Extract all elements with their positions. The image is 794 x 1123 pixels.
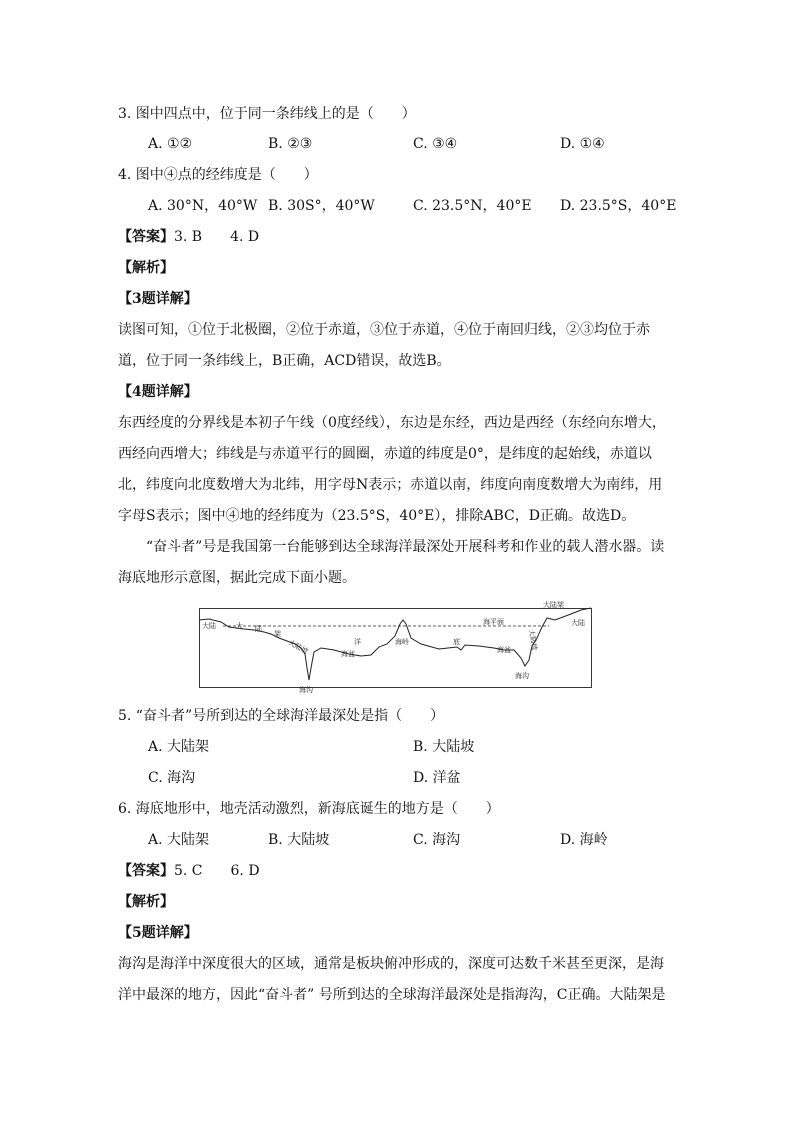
- seafloor-diagram: [199, 600, 594, 696]
- analysis-heading-2: 【解析】: [118, 894, 174, 910]
- label-mainland-left: 大陆: [202, 622, 216, 630]
- analysis-heading-1: 【解析】: [118, 260, 174, 276]
- detail-3-line: 读图可知，①位于北极圈，②位于赤道，③位于赤道，④位于南回归线，②③均位于赤: [118, 322, 650, 338]
- answer-label: 【答案】: [118, 863, 174, 879]
- detail-4-text: [118, 408, 678, 532]
- q4-option-c: C. 23.5°N，40°E: [413, 198, 532, 214]
- detail-3-heading: 【3题详解】: [118, 291, 198, 307]
- q6-option-a: A. 大陆架: [148, 832, 210, 848]
- detail-3-text: [118, 315, 678, 377]
- question-4-stem: 4. 图中④点的经纬度是（ ）: [118, 167, 318, 183]
- q4-option-a: A. 30°N，40°W: [148, 198, 258, 214]
- q3-option-a: A. ①②: [148, 136, 193, 152]
- q3-option-b: B. ②③: [268, 136, 313, 152]
- label-shelf-right: 大陆架: [543, 601, 564, 609]
- question-3-stem: 3. 图中四点中，位于同一条纬线上的是（ ）: [118, 106, 416, 122]
- answer-line-1: [118, 227, 259, 247]
- detail-4-line: 字母S表示；图中④地的经纬度为（23.5°S，40°E），排除ABC，D正确。故选D。: [118, 508, 636, 524]
- label-mainland-right: 大陆: [571, 619, 585, 627]
- label-ridge: 海岭: [395, 638, 409, 646]
- label-shelf-left-2: 陆: [255, 625, 262, 633]
- q5-option-d: D. 洋盆: [413, 770, 461, 786]
- detail-4-line: 东西经度的分界线是本初子午线（0度经线），东边是东经，西边是西经（东经向东增大，: [118, 415, 666, 431]
- label-sea-level: 海平面: [483, 618, 504, 626]
- detail-5-text: [118, 949, 678, 1011]
- q6-option-b: B. 大陆坡: [268, 832, 330, 848]
- answer-label: 【答案】: [118, 229, 174, 245]
- q5-option-b: B. 大陆坡: [413, 739, 475, 755]
- answer-text: 5. C 6. D: [174, 863, 260, 879]
- label-trench-right: 海沟: [515, 672, 529, 680]
- q3-option-c: C. ③④: [413, 136, 458, 152]
- detail-4-line: 北，纬度向北度数增大为北纬，用字母N表示；赤道以南，纬度向南度数增大为南纬，用: [118, 477, 663, 493]
- label-floor: 底: [453, 638, 460, 646]
- q6-option-c: C. 海沟: [413, 832, 461, 848]
- q4-option-b: B. 30S°，40°W: [268, 198, 375, 214]
- q5-option-c: C. 海沟: [148, 770, 196, 786]
- detail-3-line: 道，位于同一条纬线上，B正确，ACD错误，故选B。: [118, 353, 451, 369]
- label-basin-left: 海盆: [341, 650, 355, 658]
- passage-intro: [118, 532, 678, 594]
- intro-line: 海底地形示意图，据此完成下面小题。: [118, 570, 356, 586]
- intro-line: “奋斗者”号是我国第一台能够到达全球海洋最深处开展科考和作业的载人潜水器。读: [146, 539, 665, 555]
- q4-option-d: D. 23.5°S，40°E: [560, 198, 677, 214]
- label-slope-left: 大陆坡: [287, 638, 310, 656]
- q5-option-a: A. 大陆架: [148, 739, 210, 755]
- answer-line-2: [118, 861, 260, 881]
- label-trench-left: 海沟: [299, 686, 313, 694]
- detail-5-line: 洋中最深的地方，因此“奋斗者” 号所到达的全球海洋最深处是指海沟，C正确。大陆架是: [118, 987, 666, 1003]
- q3-option-d: D. ①④: [560, 136, 605, 152]
- label-shelf-left-1: 大: [236, 622, 243, 630]
- label-slope-right: 大陆坡: [527, 628, 539, 652]
- detail-5-line: 海沟是海洋中深度很大的区域，通常是板块俯冲形成的，深度可达数千米甚至更深，是海: [118, 956, 664, 972]
- detail-5-heading: 【5题详解】: [118, 925, 198, 941]
- question-6-stem: 6. 海底地形中，地壳活动激烈，新海底诞生的地方是（ ）: [118, 801, 500, 817]
- label-shelf-left-3: 架: [274, 630, 281, 638]
- label-ocean: 洋: [354, 638, 361, 646]
- label-basin-right: 海盆: [497, 646, 511, 654]
- answer-text: 3. B 4. D: [174, 229, 260, 245]
- detail-4-line: 西经向西增大；纬线是与赤道平行的圆圈，赤道的纬度是0°，是纬度的起始线，赤道以: [118, 446, 652, 462]
- q6-option-d: D. 海岭: [560, 832, 608, 848]
- detail-4-heading: 【4题详解】: [118, 384, 198, 400]
- question-5-stem: 5. “奋斗者”号所到达的全球海洋最深处是指（ ）: [118, 708, 445, 724]
